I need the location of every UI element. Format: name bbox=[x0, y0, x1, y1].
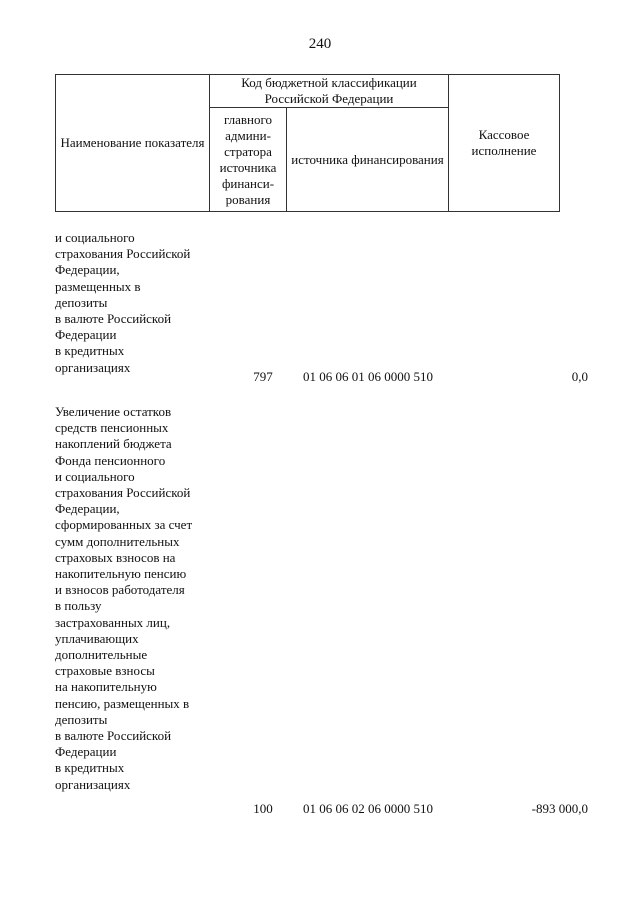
row-indicator-name: и социального страхования Российской Федерации, размещенных в депозиты в валюте Российской Федерации в кредитных организациях bbox=[55, 230, 191, 375]
table-row bbox=[55, 404, 588, 824]
row-source-code: 01 06 06 02 06 0000 510 bbox=[303, 801, 433, 816]
page-number: 240 bbox=[308, 36, 332, 52]
table-row bbox=[55, 230, 588, 390]
row-admin-code: 797 bbox=[253, 369, 273, 384]
header-cash-execution: Кассовое исполнение bbox=[449, 75, 560, 212]
row-indicator-name: Увеличение остатков средств пенсионных накоплений бюджета Фонда пенсионного и социального страхования Российской Федерации, сформированных за счет сумм дополнительных страховых взносов на накопительную пенсию и взносов работодателя в пользу застрахованных лиц, уплачивающих дополнительные страховые взносы на накопительную пенсию, размещенных в депозиты в валюте Российской Федерации в кредитных организациях bbox=[55, 404, 193, 792]
row-source-code: 01 06 06 01 06 0000 510 bbox=[303, 369, 433, 384]
header-indicator-name: Наименование показателя bbox=[56, 75, 210, 212]
row-cash-execution: 0,0 bbox=[571, 369, 588, 384]
header-chief-administrator: главного админи-стратора источника финанси-рования bbox=[210, 108, 287, 212]
row-admin-code: 100 bbox=[253, 801, 273, 816]
row-cash-execution: -893 000,0 bbox=[531, 801, 588, 816]
table-header bbox=[55, 74, 560, 212]
header-budget-code-group: Код бюджетной классификации Российской Федерации bbox=[210, 75, 449, 108]
header-financing-source: источника финансирования bbox=[287, 108, 449, 212]
